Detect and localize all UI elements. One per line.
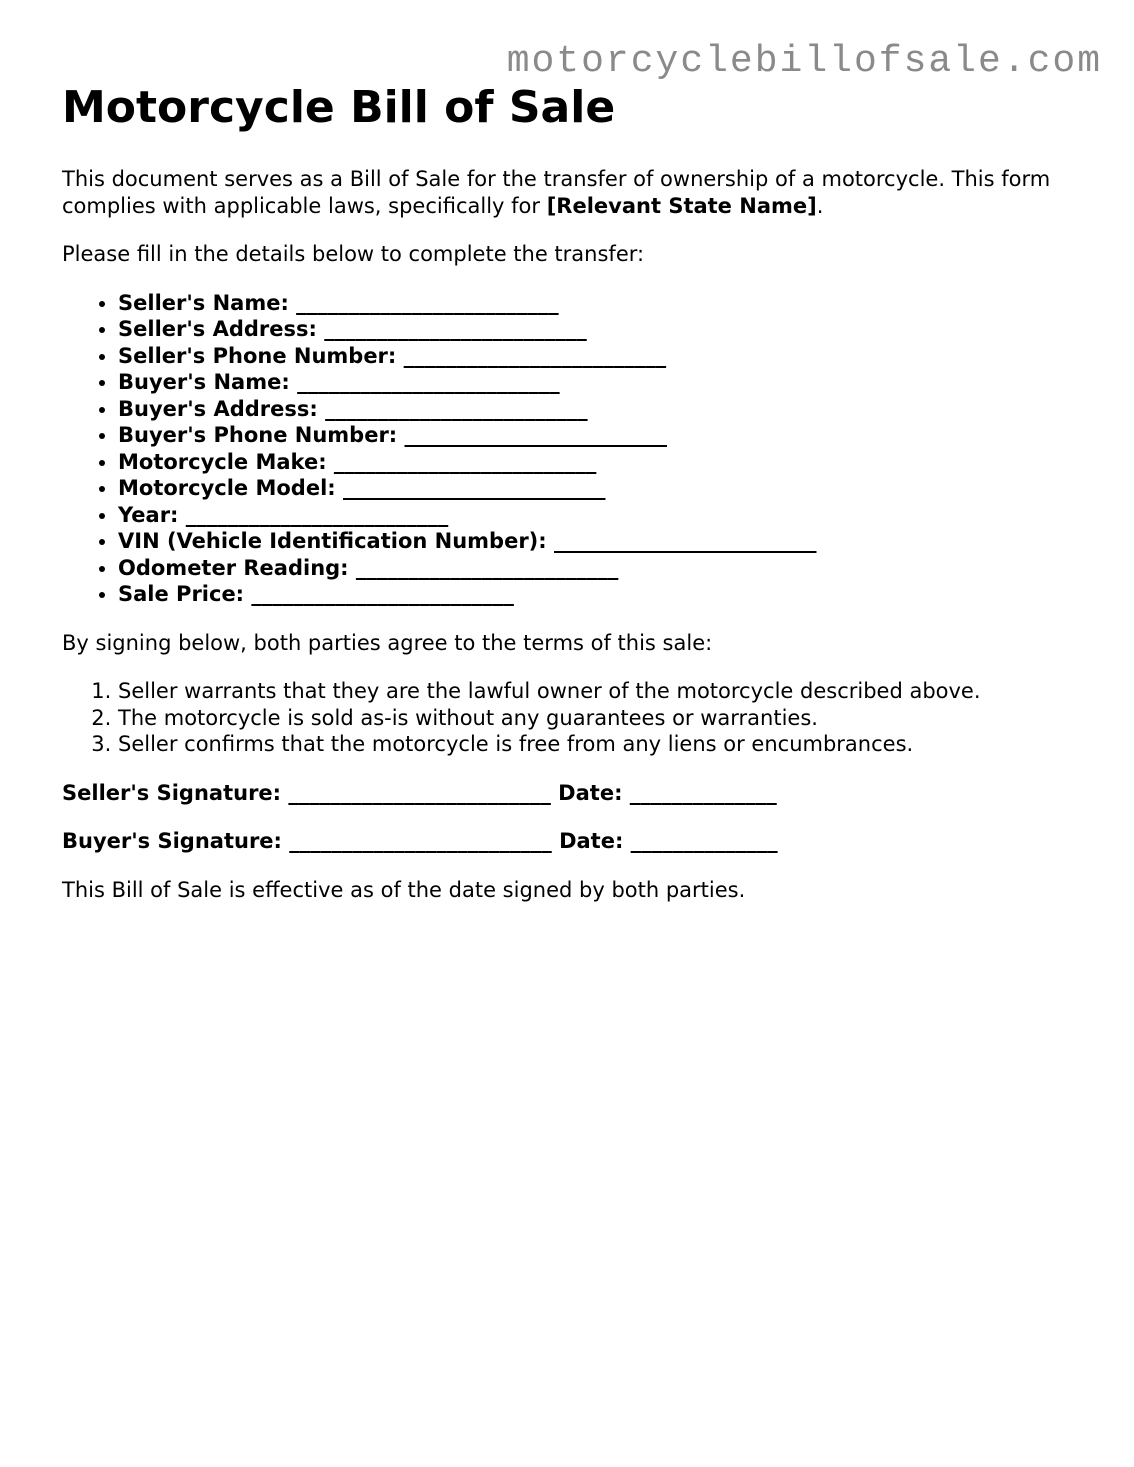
field-label: Motorcycle Model: _________________________	[118, 476, 606, 500]
field-year[interactable]	[118, 502, 1072, 529]
seller-signature-line[interactable]: Seller's Signature: _________________________ Date: ______________	[62, 780, 777, 805]
term-item: 1. Seller warrants that they are the lawful owner of the motorcycle described above.	[118, 678, 1072, 705]
site-watermark: motorcyclebillofsale.com	[506, 40, 1102, 83]
field-motorcycle-model[interactable]	[118, 475, 1072, 502]
intro-period: .	[816, 193, 824, 218]
buyer-signature-line[interactable]: Buyer's Signature: _________________________ Date: ______________	[62, 829, 778, 853]
terms-list	[62, 678, 1072, 758]
field-buyer-address[interactable]	[118, 396, 1072, 423]
field-label: Buyer's Address: _________________________	[118, 396, 588, 421]
instruction-text: Please fill in the details below to complete the transfer:	[62, 242, 645, 266]
field-label: Odometer Reading: _________________________	[118, 555, 619, 580]
state-placeholder: [Relevant State Name]	[546, 193, 817, 218]
field-buyer-name[interactable]	[118, 369, 1072, 396]
field-vin[interactable]	[118, 528, 1072, 555]
field-seller-address[interactable]	[118, 316, 1072, 343]
intro-text: This document serves as a Bill of Sale for the transfer of ownership of a motorcycle. This form complies with applicable laws, specifically for	[62, 167, 1051, 218]
field-label: Buyer's Name: _________________________	[118, 370, 560, 394]
field-label: Seller's Address: _________________________	[118, 317, 587, 341]
term-item: 3. Seller confirms that the motorcycle is free from any liens or encumbrances.	[118, 731, 1072, 758]
effective-statement: This Bill of Sale is effective as of the date signed by both parties.	[62, 877, 746, 902]
field-motorcycle-make[interactable]	[118, 449, 1072, 476]
field-label: VIN (Vehicle Identification Number): _________________________	[118, 529, 817, 553]
field-seller-phone[interactable]	[118, 343, 1072, 370]
document-body	[62, 82, 1072, 925]
term-item: 2. The motorcycle is sold as-is without any guarantees or warranties.	[118, 705, 1072, 732]
page-title: Motorcycle Bill of Sale	[62, 82, 616, 133]
field-label: Year: _________________________	[118, 502, 449, 527]
field-sale-price[interactable]	[118, 581, 1072, 608]
agreement-intro: By signing below, both parties agree to the terms of this sale:	[62, 630, 713, 655]
field-label: Sale Price: _________________________	[118, 582, 514, 606]
field-label: Seller's Name: _________________________	[118, 290, 559, 315]
field-label: Seller's Phone Number: _________________________	[118, 343, 667, 368]
intro-paragraph	[62, 166, 1072, 219]
field-odometer[interactable]	[118, 555, 1072, 582]
field-label: Buyer's Phone Number: _________________________	[118, 423, 668, 447]
field-seller-name[interactable]	[118, 290, 1072, 317]
details-list	[62, 290, 1072, 608]
field-buyer-phone[interactable]	[118, 422, 1072, 449]
field-label: Motorcycle Make: _________________________	[118, 449, 597, 474]
